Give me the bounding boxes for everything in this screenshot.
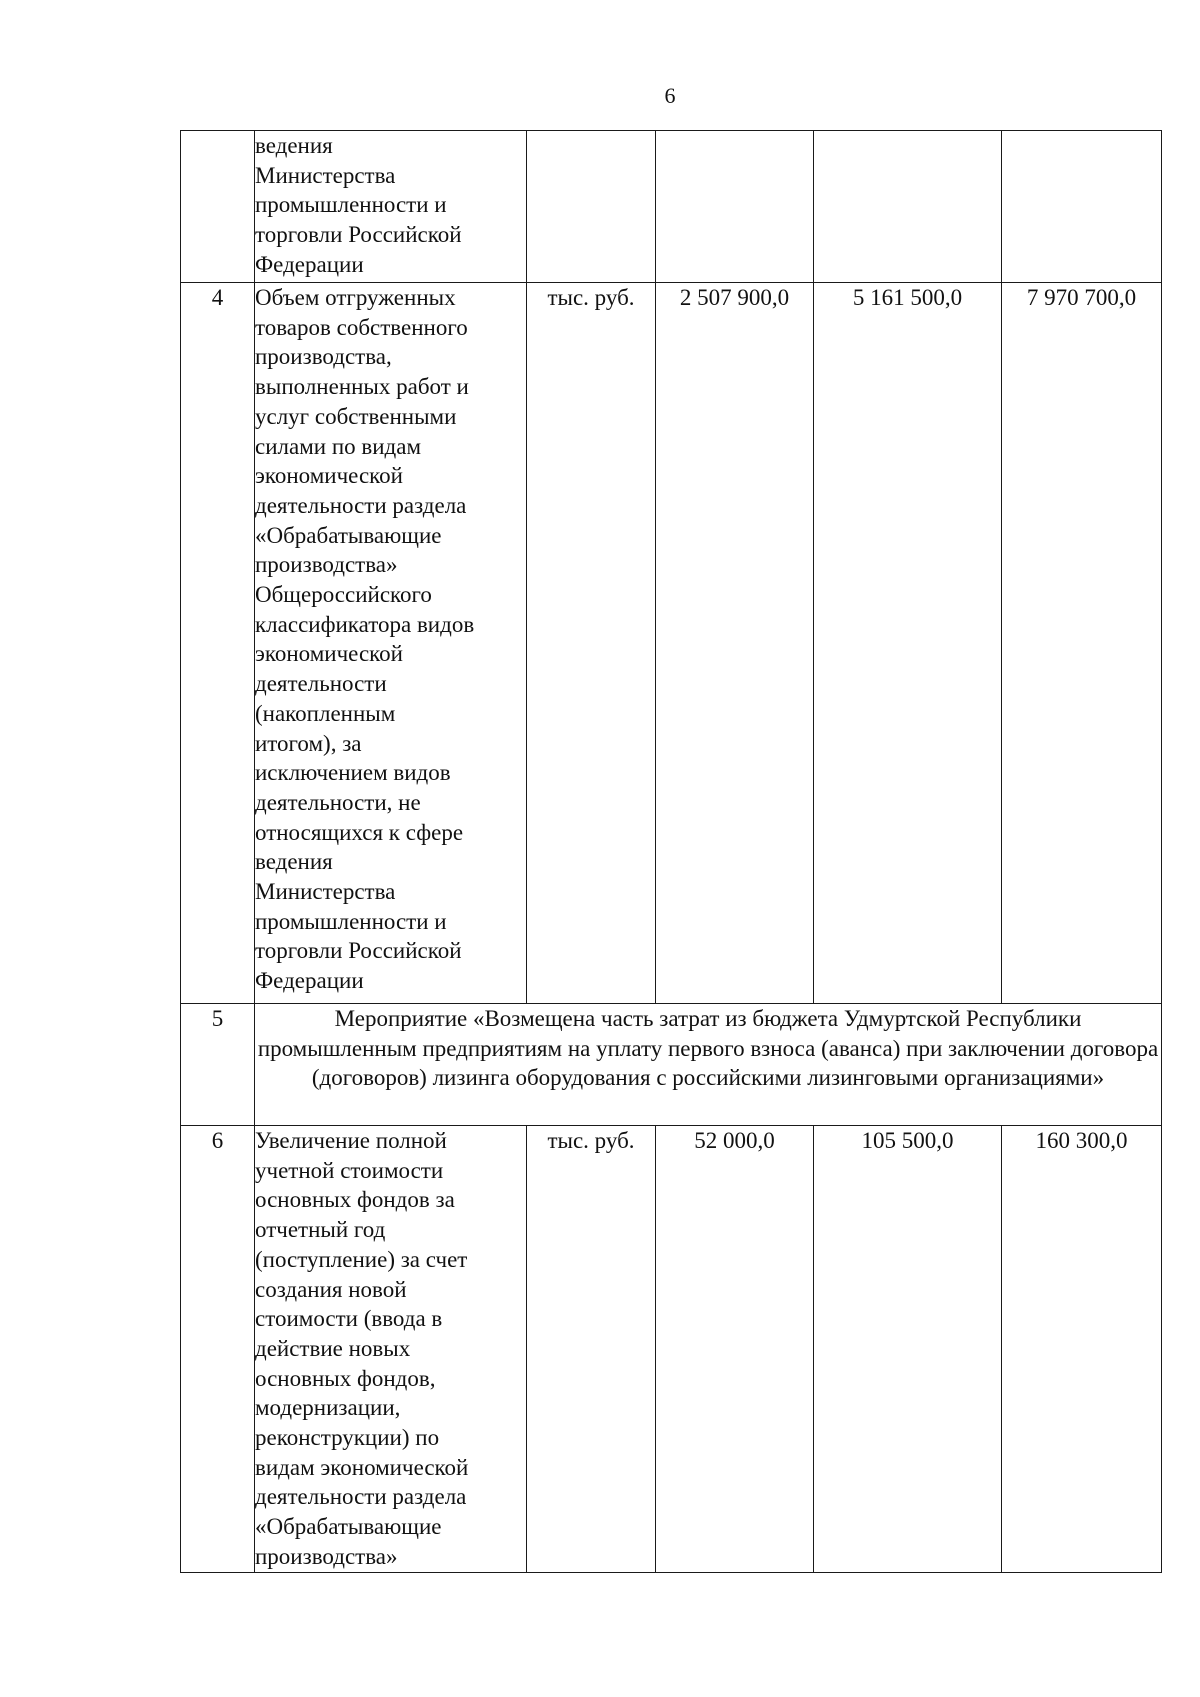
- row-number: 4: [181, 283, 255, 1004]
- row-number: 6: [181, 1126, 255, 1573]
- unit-cell: тыс. руб.: [527, 283, 656, 1004]
- indicator-name: [255, 131, 527, 283]
- table-row: [181, 283, 1162, 1004]
- table-row: [181, 131, 1162, 283]
- value-year-1: [656, 131, 814, 283]
- row-number: [181, 131, 255, 283]
- value-year-2: [814, 131, 1002, 283]
- unit-cell: [527, 131, 656, 283]
- measure-description: Мероприятие «Возмещена часть затрат из бюджета Удмуртской Республики промышленным предприятиям на уплату первого взноса (аванса) при заключении договора (договоров) лизинга оборудования с российскими лизинговыми организациями»: [255, 1004, 1162, 1126]
- indicator-name: [255, 1126, 527, 1573]
- indicator-name: [255, 283, 527, 1004]
- value-year-3: [1002, 131, 1162, 283]
- value-year-3: 160 300,0: [1002, 1126, 1162, 1573]
- unit-cell: тыс. руб.: [527, 1126, 656, 1573]
- table-row: [181, 1004, 1162, 1126]
- value-year-1: 2 507 900,0: [656, 283, 814, 1004]
- value-year-1: 52 000,0: [656, 1126, 814, 1573]
- value-year-3: 7 970 700,0: [1002, 283, 1162, 1004]
- row-number: 5: [181, 1004, 255, 1126]
- value-year-2: 105 500,0: [814, 1126, 1002, 1573]
- indicator-name-text: Объем отгруженных товаров собственного производства, выполненных работ и услуг собственными силами по видам экономической деятельности раздела «Обрабатывающие производства» Общероссийского классификатора видов экономической деятельности (накопленным итогом), за исключением видов деятельности, не относящихся к сфере ведения Министерства промышленности и торговли Российской Федерации: [255, 285, 475, 994]
- indicator-name-text: Увеличение полной учетной стоимости основных фондов за отчетный год (поступление) за счет создания новой стоимости (ввода в действие новых основных фондов, модернизации, реконструкции) по видам экономической деятельности раздела «Обрабатывающие производства»: [255, 1128, 469, 1569]
- indicator-name-text: ведения Министерства промышленности и торговли Российской Федерации: [255, 133, 462, 277]
- indicators-table: [180, 130, 1162, 1573]
- value-year-2: 5 161 500,0: [814, 283, 1002, 1004]
- page-number: 6: [664, 83, 676, 108]
- table-row: [181, 1126, 1162, 1573]
